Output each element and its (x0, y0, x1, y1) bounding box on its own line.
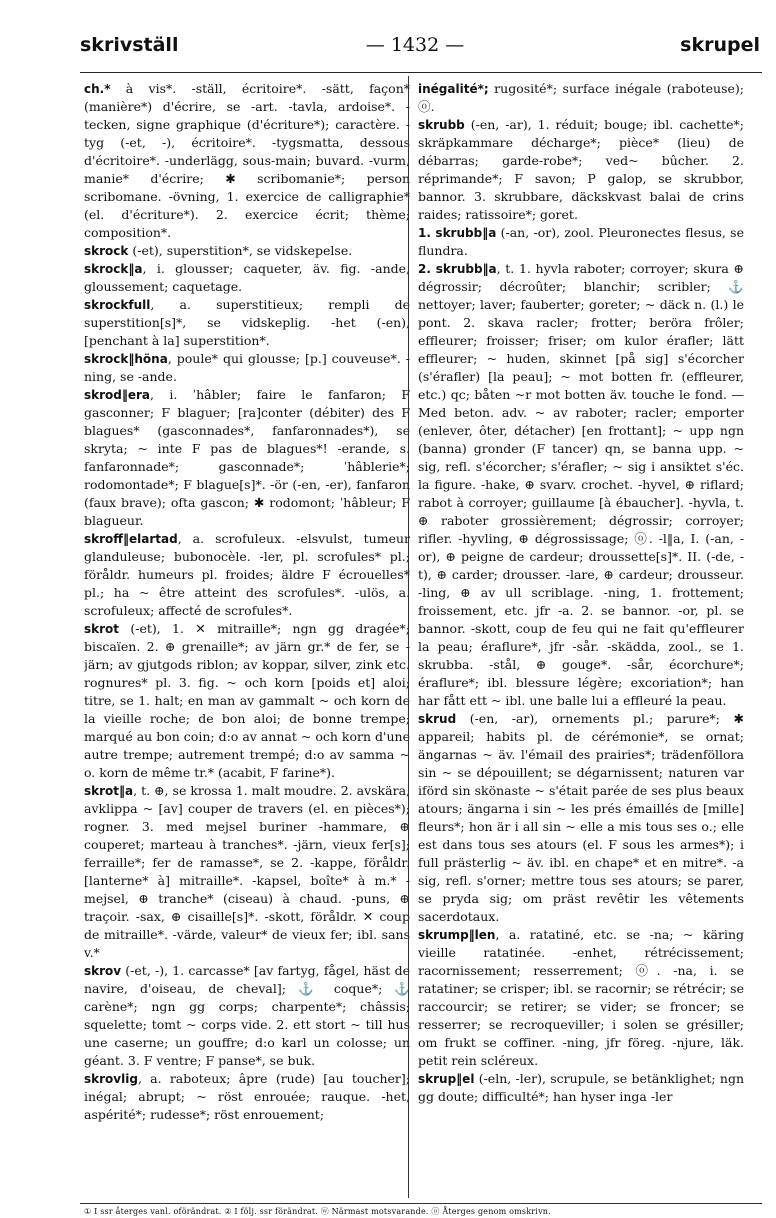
headword: skrock‖a (84, 262, 143, 276)
entry: skrock (-et), superstition*, se vidskepelse. (84, 243, 353, 258)
headword: skrup‖el (418, 1072, 475, 1086)
headword: 2. skrubb‖a (418, 262, 497, 276)
footer-rule (80, 1203, 762, 1204)
headword: skrot‖a (84, 784, 134, 798)
headword: skroff‖elartad (84, 532, 178, 546)
entry: skrock‖a, i. glousser; caqueter, äv. fig. -ande, gloussement; caquetage. (84, 261, 410, 294)
page-header (80, 34, 760, 64)
entry: ch.* à vis*. -ställ, écritoire*. -sätt, façon* (manière*) d'écrire, se -art. -tavla, ardoise*. -tecken, signe graphique (d'écriture*); caractère. -tyg (-et, -), écritoire*. -tygsmatta, dessous d'écritoire*. -underlägg, sous-main; buvard. -vurm, manie* d'écrire; ✱ scribomanie*; person scribomane. -övning, 1. exercice de calligraphie* (el. d'écriture*). 2. exercice écrit; thème; composition*. (84, 81, 410, 240)
headword: skrubb (418, 118, 465, 132)
headword: skrovlig (84, 1072, 138, 1086)
column-divider (408, 76, 409, 1198)
entry: skrov (-et, -), 1. carcasse* [av fartyg, fågel, häst de navire, d'oiseau, de cheval]; ⚓ coque*; ⚓ carène*; ngn gg corps; charpente*; châssis; squelette; tomt ~ corps vide. 2. ett stort ~ till hus une caserne; un gouffre; d:o karl un colosse; un géant. 3. F ventre; F panse*, se buk. (84, 963, 410, 1068)
page-number: — 1432 — (365, 34, 465, 56)
header-rule (80, 72, 762, 73)
entry: skrock‖höna, poule* qui glousse; [p.] couveuse*. -ning, se -ande. (84, 351, 410, 384)
entry: 1. skrubb‖a (-an, -or), zool. Pleuronectes flesus, se flundra. (418, 225, 744, 258)
headword: skrock (84, 244, 129, 258)
headword: skrock‖höna (84, 352, 168, 366)
entry: 2. skrubb‖a, t. 1. hyvla raboter; corroyer; skura ⊕ dégrossir; décroûter; blanchir; scribler; ⚓ nettoyer; laver; fauberter; goreter; ~ däck n. (l.) le pont. 2. skava racler; frotter; beröra frôler; effleurer; froisser; friser; om kulor érafler; lätt effleurer; ~ huden, skinnet [på sig] s'écorcher (s'érafler) [la peau]; ~ mot botten fr. (effleurer, etc.) qc; båten ~r mot botten äv. touche le fond. — Med beton. adv. ~ av raboter; racler; emporter (enlever, ôter, détacher) [en frottant]; ~ upp ngn (banna) gronder (F tancer) qn, se banna upp. ~ sig, refl. s'écorcher; s'érafler; ~ sig i ansiktet s'éc. la figure. -hake, ⊕ svarv. crochet. -hyvel, ⊕ riflard; rabot à corroyer; guillaume [à ébaucher]. -hyvla, t. ⊕ raboter grossièrement; dégrossir; corroyer; rifler. -hyvling, ⊕ dégrossissage; ⓞ. -l‖a, I. (-an, -or), ⊕ peigne de cardeur; droussette[s]*. II. (-de, -t), ⊕ carder; drousser. -lare, ⊕ cardeur; drousseur. -ling, ⊕ av ull scriblage. -ning, 1. frottement; froissement, etc. jfr -a. 2. se bannor. -or, pl. se bannor. -skott, coup de feu qui ne fait qu'effleurer la peau; éraflure*, jfr -sår. -skädda, zool., se 1. skrubba. -stål, ⊕ gouge*. -sår, écorchure*; éraflure*; ibl. blessure légère; excoriation*; han har fått ett ~ ibl. une balle lui a effleuré la peau. (418, 261, 744, 708)
headword: skrot (84, 622, 120, 636)
headword: skrud (418, 712, 457, 726)
entry: skrubb (-en, -ar), 1. réduit; bouge; ibl. cachette*; skräpkammare décharge*; pièce* (lieu) de débarras; garde-robe*; ved~ bûcher. 2. réprimande*; F savon; P galop, se skrubbor, bannor. 3. skrubbare, däckskvast balai de crins raides; ratissoire*; goret. (418, 117, 744, 222)
footnote-legend: ① I ssr återges vanl. oförändrat. ② I följ. ssr förändrat. ⓦ Närmast motsvarande. ⓞ Återges genom omskrivn. (84, 1207, 551, 1216)
header-right-guide-word: skrupel (680, 34, 760, 56)
entry: skrovlig, a. raboteux; âpre (rude) [au toucher]; inégal; abrupt; ~ röst enrouée; rauque. -het, aspérité*; rudesse*; röst enrouement; (84, 1071, 410, 1122)
headword: skrockfull (84, 298, 151, 312)
headword: skrump‖len (418, 928, 496, 942)
header-left-guide-word: skrivställ (80, 34, 179, 56)
entry: skrot (-et), 1. ✕ mitraille*; ngn gg dragée*; biscaïen. 2. ⊕ grenaille*; av järn gr.* de fer, se -järn; av gjutgods riblon; av koppar, silver, zink etc. rognures* pl. 3. fig. ~ och korn [poids et] aloi; titre, se 1. halt; en man av gammalt ~ och korn de la vieille roche; de bon aloi; de bonne trempe; marqué au bon coin; d:o av annat ~ och korn d'une autre trempe; autrement trempé; d:o av samma ~ o. korn de même tr.* (acabit, F farine*). (84, 621, 410, 780)
entry: skrud (-en, -ar), ornements pl.; parure*; ✱ appareil; habits pl. de cérémonie*, se ornat; ängarnas ~ äv. l'émail des prairies*; trädenföllora sin ~ se dépouillent; se dégarnissent; naturen var iförd sin skönaste ~ s'était parée de ses plus beaux atours; ängarna i sin ~ les prés émaillés de [mille] fleurs*; hon är i all sin ~ elle a mis tous ses o.; elle est dans tous ses atours (el. F sous les armes*); i full prästerlig ~ äv. ibl. en chape* et en mitre*. -a sig, refl. s'orner; mettre tous ses atours; se parer, se pryda sig; om präst revêtir les vêtements sacerdotaux. (418, 711, 744, 924)
entry: skrup‖el (-eln, -ler), scrupule, se betänklighet; ngn gg doute; difficulté*; han hyser inga -ler (418, 1071, 744, 1104)
headword: ch.* (84, 82, 111, 96)
entry: skrot‖a, t. ⊕, se krossa 1. malt moudre. 2. avskära, avklippa ~ [av] couper de travers (el. en pièces*); rogner. 3. med mejsel buriner -hammare, ⊕ couperet; marteau à tranches*. -järn, vieux fer[s]; ferraille*; fer de ramasse*, se 2. -kappe, föråldr. [lanterne* à] mitraille*. -kapsel, boîte* à m.* -mejsel, ⊕ tranche* (ciseau) à chaud. -puns, ⊕ traçoir. -sax, ⊕ cisaille[s]*. -skott, föråldr. ✕ coup de mitraille*. -värde, valeur* de vieux fer; ibl. sans v.* (84, 783, 410, 960)
headword: 1. skrubb‖a (418, 226, 497, 240)
headword: skrov (84, 964, 122, 978)
headword: skrod‖era (84, 388, 151, 402)
entry: skroff‖elartad, a. scrofuleux. -elsvulst, tumeur glanduleuse; bubonocèle. -ler, pl. scrofules* pl.; föråldr. humeurs pl. froides; äldre F écrouelles* pl.; ha ~ être atteint des scrofules*. -ulös, a. scrofuleux; affecté de scrofules*. (84, 531, 410, 618)
entry: skrod‖era, i. ˈhâbler; faire le fanfaron; F gasconner; F blaguer; [ra]conter (débiter) des F blagues* (gasconnades*, fanfaronnades*), se skryta; ~ inte F pas de blagues*! -erande, s. fanfaronnade*; gasconnade*; ˈhâblerie*; rodomontade*; F blague[s]*. -ör (-en, -er), fanfaron (faux brave); ofta gascon; ✱ rodomont; ˈhâbleur; F blagueur. (84, 387, 410, 528)
entry: inégalité*; rugosité*; surface inégale (raboteuse); ⓞ. (418, 81, 744, 114)
right-column (418, 80, 744, 1195)
headword: inégalité*; (418, 82, 489, 96)
entry: skrockfull, a. superstitieux; rempli de superstition[s]*, se vidskeplig. -het (-en), [penchant à la] superstition*. (84, 297, 410, 348)
entry: skrump‖len, a. ratatiné, etc. se -na; ~ käring vieille ratatinée. -enhet, rétrécissement; racornissement; resserrement; ⓞ. -na, i. se ratatiner; se crisper; ibl. se racornir; se rétrécir; se raccourcir; se retirer; se vider; se froncer; se resserrer; se recroqueviller; i solen se grésiller; om frukt se coffiner. -ning, jfr föreg. -njure, läk. petit rein scléreux. (418, 927, 744, 1068)
left-column (84, 80, 410, 1195)
